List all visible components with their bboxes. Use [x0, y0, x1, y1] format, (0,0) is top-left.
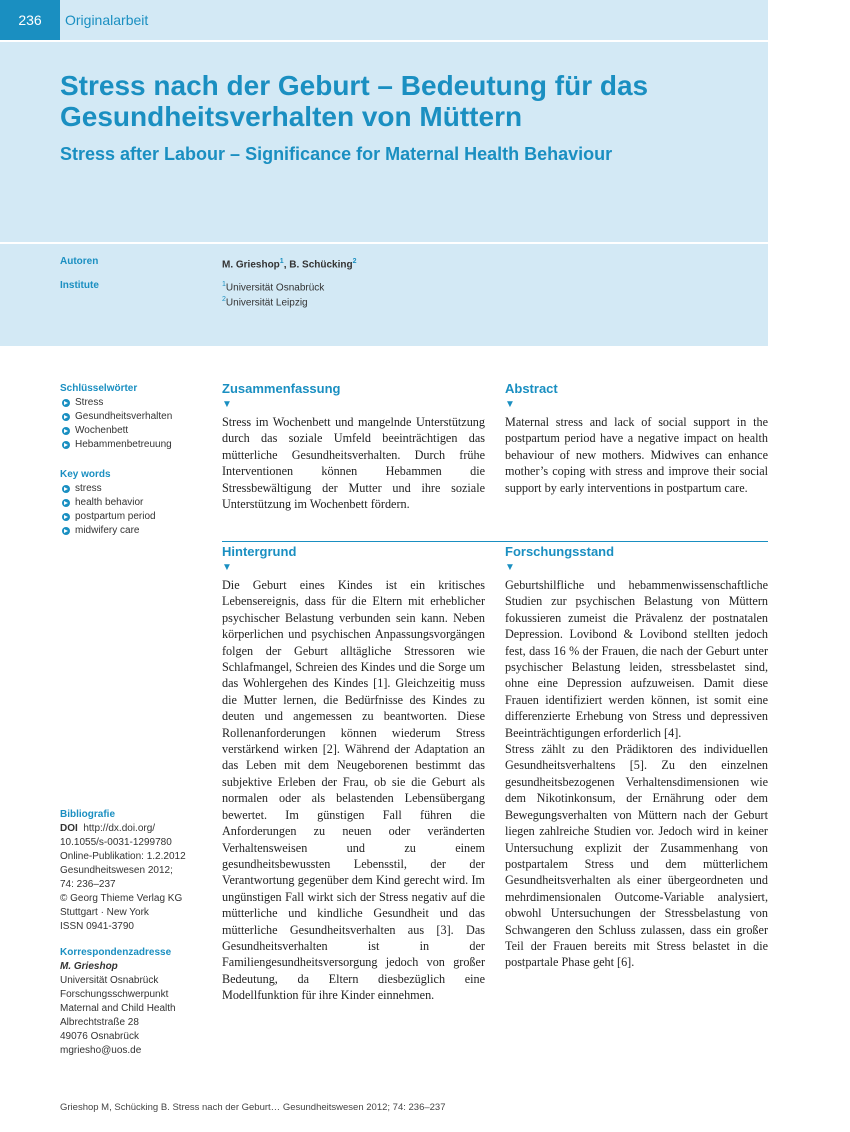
- institute-1: Universität Osnabrück: [225, 282, 325, 294]
- address-line: 49076 Osnabrück: [60, 1031, 139, 1042]
- hintergrund-text: Die Geburt eines Kindes ist ein kritisches Lebensereignis, dass für die Eltern mit erheblicher psychischer Belastung verbunden sein kann. Neben körperlichen und psychischen Anpassungsvorgängen folgen der Geburt alltägliche Stressoren wie Schlafmangel, Schreien des Kindes und die Sorge um das Wohlergehen des Kindes [1]. Gleichzeitig muss die Mutter lernen, die Bedürfnisse des Kindes zu deuten und angemessen zu beantworten. Diese Rollenanforderungen können wiederum Stress verstärkend wirken [2]. Während der Adaptation an das Leben mit dem Neugeborenen bestimmt das subjektive Erleben der Frau, ob sie die Geburt als normalen oder als belastenden Lebensübergang bewertet. Im günstigen Fall führen die Anforderungen zu neuen oder veränderten Verhaltensweisen und zu einem gesundheitsbewussten Lebensstil, der der Verantwortung gegenüber dem Kind gerecht wird. Im ungünstigen Fall wirkt sich der Stress negativ auf die mütterliche und kindliche Gesundheit und das mütterliche Gesundheitsverhalten aus [3]. Das Gesundheitsverhalten ist in der Familiengesundheitsversorgung jedoch von großer Bedeutung, da Eltern diesbezüglich eine Modellfunktion für ihre Kinder einnehmen.: [222, 578, 485, 1003]
- keyword-item: Gesundheitsverhalten: [60, 410, 210, 424]
- forschungsstand-paragraph-2: Stress zählt zu den Prädiktoren des individuellen Gesundheitsverhaltens [5]. Zu den einzelnen gesundheitsbezogenen Verhaltensdimensionen wie dem Nikotinkonsum, der Ernährung oder dem Bewegungsverhalten von Müttern nach der Geburt liegen zahlreiche Studien vor. Jedoch wird in keiner Untersuchung explizit der Zusammenhang von postpartalem Stress und dem mütterlichem Gesundheitsverhalten als einer übergeordneten und mehrdimensionalen Outcome-Variable analysiert, obwohl Untersuchungen der Stressbelastung von Schwangeren den Schluss zulassen, dass ein großer Teil der Frauen bereits mit Stress belastet in die postpartale Phase geht [6].: [505, 742, 768, 970]
- page-footer: Grieshop M, Schücking B. Stress nach der Geburt… Gesundheitswesen 2012; 74: 236–237: [60, 1102, 446, 1113]
- inst-1-sup: 1: [222, 281, 226, 288]
- zusammenfassung-heading: Zusammenfassung: [222, 381, 341, 396]
- bullet-arrow-icon: [62, 513, 70, 521]
- biblio-line: Online-Publikation: 1.2.2012: [60, 851, 186, 862]
- inst-2-sup: 2: [222, 296, 226, 304]
- correspondence-name: M. Grieshop: [60, 961, 118, 972]
- doi-line: DOI http://dx.doi.org/: [60, 823, 156, 834]
- institutes-value: [222, 279, 324, 310]
- address-line: Forschungsschwerpunkt: [60, 989, 169, 1000]
- abstract-heading: Abstract: [505, 381, 558, 396]
- section-label: Originalarbeit: [65, 12, 149, 28]
- biblio-line: ISSN 0941-3790: [60, 921, 134, 932]
- bullet-arrow-icon: [62, 441, 70, 449]
- abstract-text: Maternal stress and lack of social support in the postpartum period have a negative impact on health behaviour of new mothers. Midwives can enhance mother’s coping with stress and improve their social support by early interventions in postpartum care.: [505, 415, 768, 495]
- bullet-arrow-icon: [62, 499, 70, 507]
- authors-label: Autoren: [60, 256, 99, 267]
- keyword-item: health behavior: [60, 496, 210, 510]
- page-number: 236: [0, 0, 60, 40]
- bullet-arrow-icon: [62, 427, 70, 435]
- keyword-item: postpartum period: [60, 510, 210, 524]
- address-line: Universität Osnabrück: [60, 975, 159, 986]
- zusammenfassung-text: Stress im Wochenbett und mangelnde Unterstützung durch das soziale Umfeld beeinträchtigen das mütterliche Gesundheitsverhalten. Durch frühe Interventionen können Hebammen die Stressbewältigung der Mutter und ihre soziale Unterstützung im Wochenbett fördern.: [222, 415, 485, 512]
- bibliography-sidebar: [60, 808, 210, 1058]
- author-1: M. Grieshop: [222, 259, 280, 271]
- institute-2: Universität Leipzig: [225, 297, 308, 309]
- triangle-down-icon: ▼: [505, 399, 515, 410]
- keyword-item: Stress: [60, 396, 210, 410]
- forschungsstand-paragraph-1: Geburtshilfliche und hebammenwissenschaftliche Studien zur psychischen Belastung von Müttern fokussieren zumeist die Prävalenz der postnatalen Depression. Lovibond & Lovibond stellten jedoch fest, dass 16 % der Frauen, die nach der Geburt unter psychischer Belastung leiden, stressbelastet sind, ohne eine Depression aufzuweisen. Damit diese Frauen identifiziert werden können, ist somit eine differenzierte Erhebung von Stress und depressiven Beeinträchtigungen erforderlich [4].: [505, 578, 768, 740]
- triangle-down-icon: ▼: [222, 562, 232, 573]
- author-1-sup: 1: [279, 258, 284, 265]
- keyword-item: Wochenbett: [60, 424, 210, 438]
- authors-value: M. Grieshop$^1$, B. Schücking$^2$: [222, 258, 357, 271]
- title-german: Stress nach der Geburt – Bedeutung für das Gesundheitsverhalten von Müttern: [60, 70, 649, 132]
- forschungsstand-text: [505, 577, 768, 971]
- keywords-en-heading: Key words: [60, 469, 111, 480]
- biblio-line: Stuttgart · New York: [60, 907, 149, 918]
- title-block: [0, 42, 768, 242]
- email-address: mgriesho@uos.de: [60, 1045, 142, 1056]
- institutes-label: Institute: [60, 280, 99, 291]
- biblio-line: 74: 236–237: [60, 879, 116, 890]
- bullet-arrow-icon: [62, 399, 70, 407]
- biblio-line: Gesundheitswesen 2012;: [60, 865, 173, 876]
- author-2: B. Schücking: [289, 259, 353, 271]
- keywords-de-heading: Schlüsselwörter: [60, 383, 138, 394]
- bibliography-heading: Bibliografie: [60, 809, 116, 820]
- triangle-down-icon: ▼: [222, 399, 232, 410]
- hintergrund-heading: Hintergrund: [222, 544, 297, 559]
- title-english: Stress after Labour – Significance for Maternal Health Behaviour: [60, 144, 613, 164]
- keyword-item: stress: [60, 482, 210, 496]
- address-line: Albrechtstraße 28: [60, 1017, 139, 1028]
- triangle-down-icon: ▼: [505, 562, 515, 573]
- section-divider: [222, 541, 768, 542]
- bullet-arrow-icon: [62, 527, 70, 535]
- keywords-sidebar: [60, 382, 210, 538]
- author-block: [0, 244, 768, 346]
- correspondence-heading: Korrespondenzadresse: [60, 947, 172, 958]
- address-line: Maternal and Child Health: [60, 1003, 176, 1014]
- biblio-line: 10.1055/s-0031-1299780: [60, 837, 172, 848]
- author-2-sup: 2: [352, 258, 357, 265]
- bullet-arrow-icon: [62, 485, 70, 493]
- forschungsstand-heading: Forschungsstand: [505, 544, 615, 559]
- keyword-item: Hebammenbetreuung: [60, 438, 210, 452]
- biblio-line: © Georg Thieme Verlag KG: [60, 893, 183, 904]
- keyword-item: midwifery care: [60, 524, 210, 538]
- bullet-arrow-icon: [62, 413, 70, 421]
